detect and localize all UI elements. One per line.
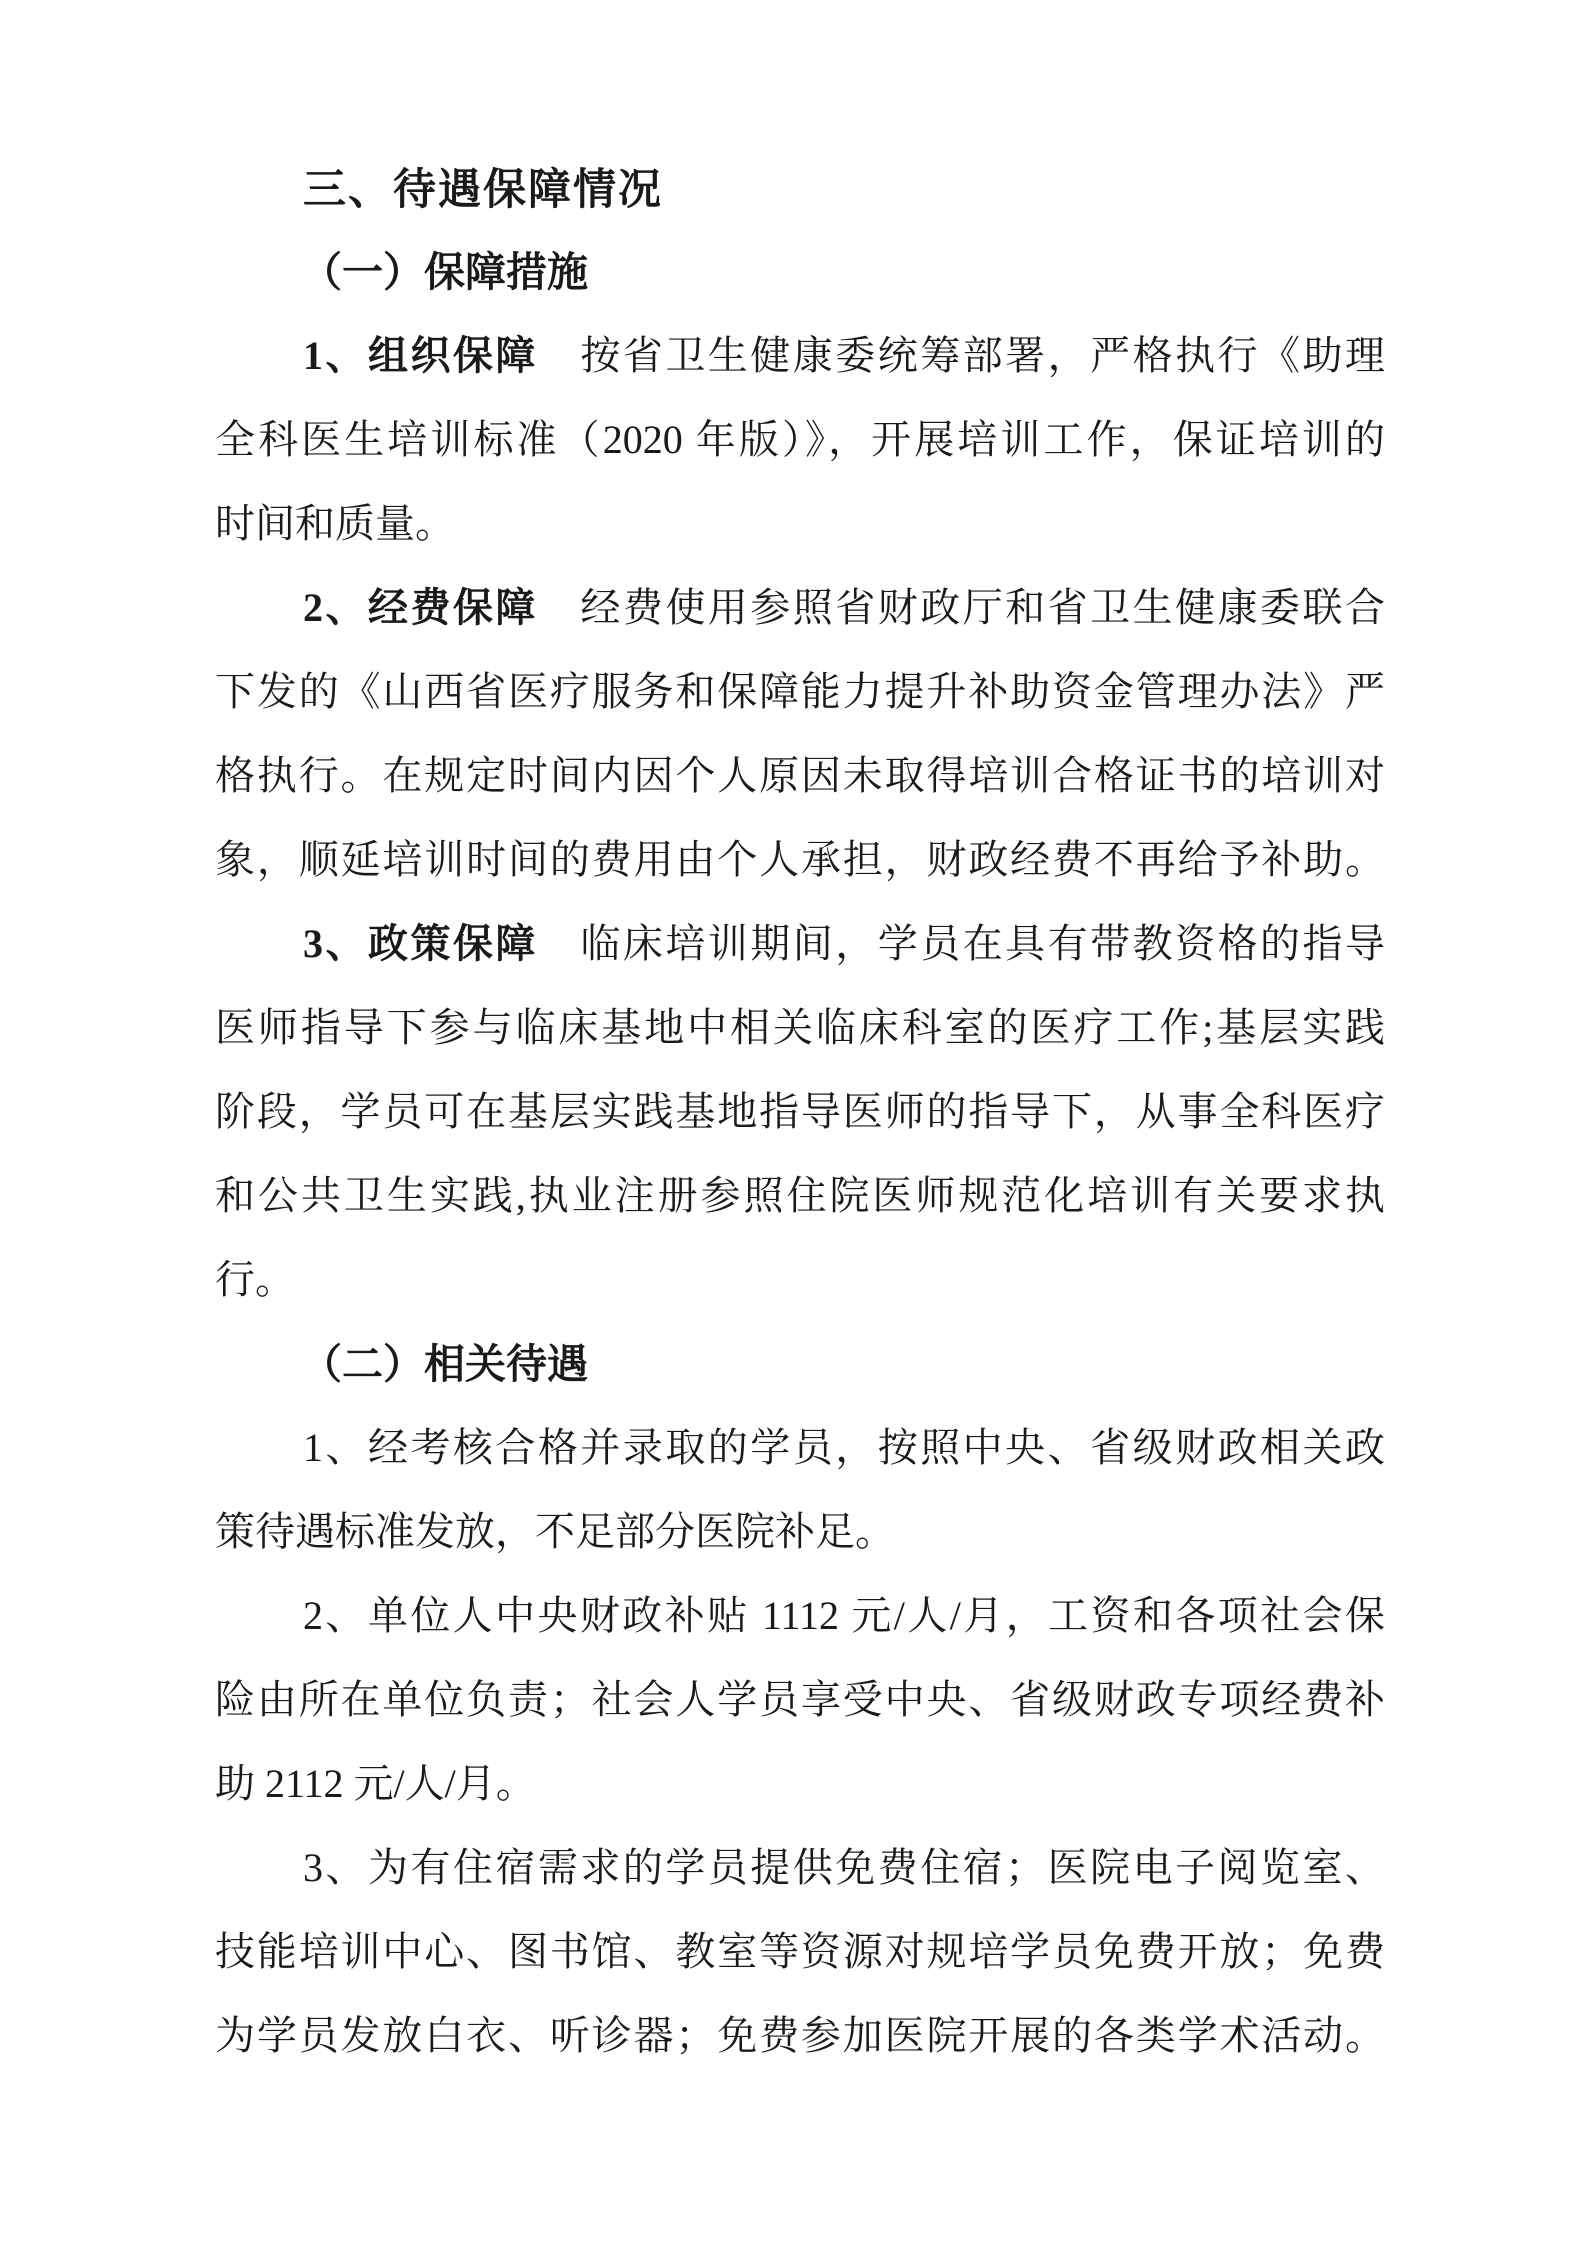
para-3-line-5-text: 行。: [215, 1257, 295, 1302]
para-6-line-3: [215, 1994, 1385, 2078]
para-3-line-2: [215, 986, 1385, 1070]
document-text-block: [215, 150, 1385, 2078]
para-1-line-1-text: 按省卫生健康委统筹部署，严格执行《助理: [537, 333, 1385, 378]
para-2-line-2-text: 下发的《山西省医疗服务和保障能力提升补助资金管理办法》严: [215, 669, 1385, 714]
para-3-line-1-text: 临床培训期间，学员在具有带教资格的指导: [537, 921, 1385, 966]
para-4-line-1: [215, 1406, 1385, 1490]
para-6-line-3-text: 为学员发放白衣、听诊器；免费参加医院开展的各类学术活动。: [215, 2013, 1385, 2058]
para-5-line-3-text: 助 2112 元/人/月。: [215, 1761, 536, 1806]
para-3-line-1: [215, 902, 1385, 986]
para-3-line-4-text: 和公共卫生实践,执业注册参照住院医师规范化培训有关要求执: [215, 1173, 1385, 1218]
para-4-line-1-text: 1、经考核合格并录取的学员，按照中央、省级财政相关政: [303, 1425, 1385, 1470]
para-3-line-3-text: 阶段，学员可在基层实践基地指导医师的指导下，从事全科医疗: [215, 1089, 1385, 1134]
section-heading: [215, 150, 1385, 230]
para-4-line-2: [215, 1490, 1385, 1574]
para-3-line-4: [215, 1154, 1385, 1238]
para-5-line-2-text: 险由所在单位负责；社会人学员享受中央、省级财政专项经费补: [215, 1677, 1385, 1722]
para-5-line-1-text: 2、单位人中央财政补贴 1112 元/人/月，工资和各项社会保: [303, 1593, 1385, 1638]
para-6-line-1-text: 3、为有住宿需求的学员提供免费住宿；医院电子阅览室、: [303, 1845, 1385, 1890]
para-6-line-1: [215, 1826, 1385, 1910]
para-5-line-1: [215, 1574, 1385, 1658]
para-1-line-3: [215, 482, 1385, 566]
para-3-line-2-text: 医师指导下参与临床基地中相关临床科室的医疗工作;基层实践: [215, 1005, 1385, 1050]
para-2-line-4: [215, 818, 1385, 902]
para-5-line-2: [215, 1658, 1385, 1742]
para-2-line-3: [215, 734, 1385, 818]
para-2-line-1: [215, 566, 1385, 650]
para-1-lead: 1、组织保障: [303, 333, 538, 378]
subsection-title-1-text: （一）保障措施: [301, 249, 588, 295]
subsection-title-2-text: （二）相关待遇: [301, 1341, 588, 1387]
para-1-line-3-text: 时间和质量。: [215, 501, 455, 546]
subsection-title-2: [215, 1322, 1385, 1406]
para-6-line-2: [215, 1910, 1385, 1994]
para-3-lead: 3、政策保障: [303, 921, 538, 966]
para-4-line-2-text: 策待遇标准发放，不足部分医院补足。: [215, 1509, 895, 1554]
para-5-line-3: [215, 1742, 1385, 1826]
para-2-line-2: [215, 650, 1385, 734]
para-1-line-2-text: 全科医生培训标准（2020 年版）》，开展培训工作，保证培训的: [215, 417, 1385, 462]
para-2-lead: 2、经费保障: [303, 585, 538, 630]
para-1-line-2: [215, 398, 1385, 482]
subsection-title-1: [215, 230, 1385, 314]
para-6-line-2-text: 技能培训中心、图书馆、教室等资源对规培学员免费开放；免费: [215, 1929, 1385, 1974]
para-3-line-3: [215, 1070, 1385, 1154]
section-heading-text: 三、待遇保障情况: [303, 166, 663, 214]
para-2-line-3-text: 格执行。在规定时间内因个人原因未取得培训合格证书的培训对: [215, 753, 1385, 798]
para-3-line-5: [215, 1238, 1385, 1322]
para-1-line-1: [215, 314, 1385, 398]
para-2-line-4-text: 象，顺延培训时间的费用由个人承担，财政经费不再给予补助。: [215, 837, 1385, 882]
para-2-line-1-text: 经费使用参照省财政厅和省卫生健康委联合: [537, 585, 1385, 630]
